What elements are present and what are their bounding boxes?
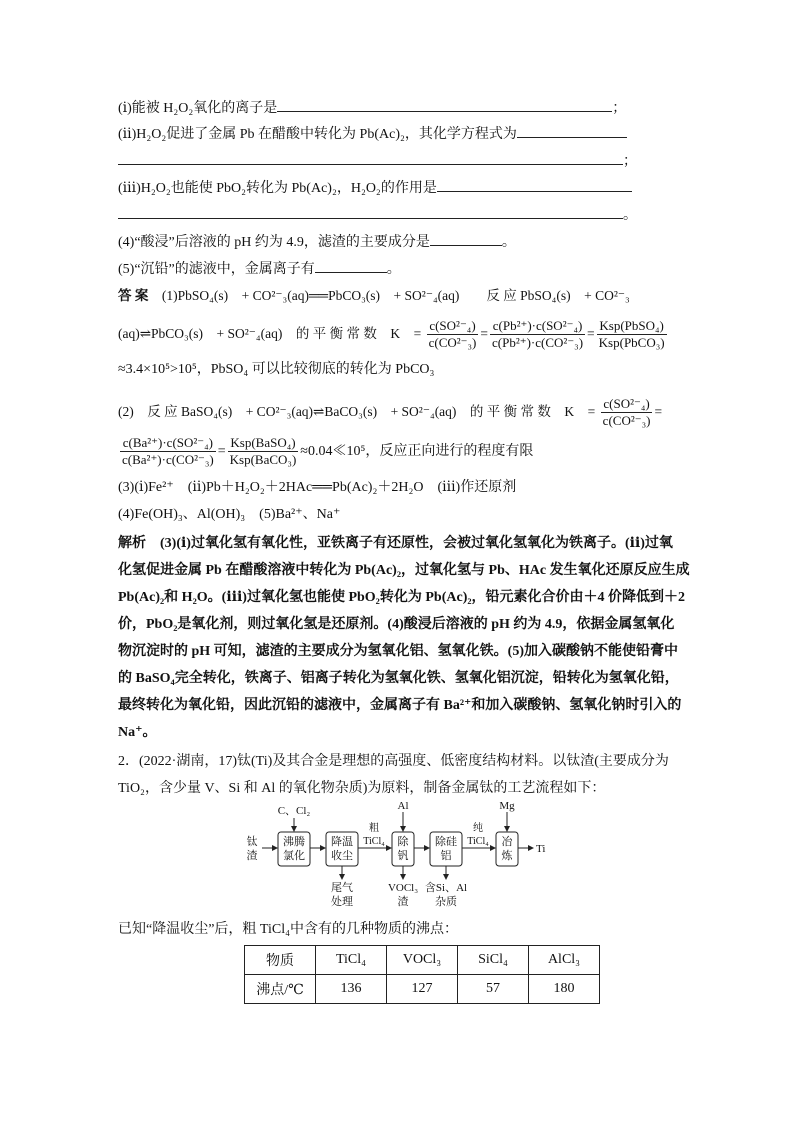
table-header-cell: 物质: [245, 946, 316, 975]
answer-line-4: (2) 反 应 BaSO₄(s) + CO²⁻₃(aq)⇌BaCO₃(s) + SO²⁻₄(aq) 的 平 衡 常 数 K = $\frac{\text{c(SO²⁻₄)}}{\text{c(CO²⁻₃)}}$ =: [118, 396, 663, 429]
answer-line-7: [118, 505, 678, 525]
q5-end: 。: [386, 262, 401, 277]
table-row: [245, 975, 600, 1004]
q3-iii-blank[interactable]: [437, 177, 632, 192]
crude-label-bot: TiCl₄: [363, 836, 385, 847]
q3-i-line: [118, 97, 678, 119]
table-header-cell: VOCl₃: [387, 946, 458, 975]
byproduct-4-top: 含Si、Al: [424, 882, 468, 894]
answer-text-7: (4)Fe(OH)₃、Al(OH)₃ (5)Ba²⁺、Na⁺: [118, 507, 341, 522]
q3-i-end: ；: [612, 101, 627, 116]
answer-line-6: [118, 478, 678, 498]
pure-label-bot: TiCl₄: [467, 836, 489, 847]
q3-iii-end: 。: [623, 208, 637, 223]
q3-i-blank[interactable]: [277, 97, 612, 112]
answer-text-1: (1)PbSO₄(s) + CO²⁻₃(aq)══PbCO₃(s) + SO²⁻₄(aq) 反 应 PbSO₄(s) + CO²⁻₃: [161, 288, 630, 303]
fraction-3: $\frac{\text{Ksp(PbSO₄)}}{\text{Ksp(PbCO₃)}}$: [598, 318, 665, 351]
answer-text-6: (3)(ⅰ)Fe²⁺ (ⅱ)Pb＋H₂O₂＋2HAc══Pb(Ac)₂＋2H₂O (ⅲ)作还原剂: [118, 480, 517, 495]
reagent-al: Al: [397, 800, 409, 812]
step3-top: 除: [397, 836, 409, 848]
input-label-top: 钛: [246, 836, 258, 848]
q3-i-label: (ⅰ)能被 H₂O₂氧化的离子是: [118, 101, 278, 116]
fraction-4: $\frac{\text{c(SO²⁻₄)}}{\text{c(CO²⁻₃)}}$: [602, 396, 651, 429]
analysis-label: 解析: [118, 536, 146, 551]
q4-end: 。: [501, 235, 516, 250]
output-ti: Ti: [536, 843, 546, 855]
reagent-c-cl2: C、Cl₂: [277, 805, 311, 817]
step1-top: 沸腾: [283, 836, 305, 848]
byproduct-3-bot: 渣: [397, 896, 409, 908]
table-cell: 127: [387, 975, 458, 1004]
answer-text-2: (aq)⇌PbCO₃(s) + SO²⁻₄(aq) 的 平 衡 常 数 K =: [118, 326, 422, 341]
analysis-text-2: 化氢促进金属 Pb 在醋酸溶液中转化为 Pb(Ac)₂，过氧化氢与 Pb、HAc 发生氧化还原反应生成: [118, 563, 690, 578]
q4-blank[interactable]: [430, 231, 502, 246]
answer-label: 答 案: [118, 288, 149, 303]
table-header-cell: AlCl₃: [529, 946, 600, 975]
analysis-text-8: Na⁺。: [118, 725, 157, 740]
table-header-cell: TiCl₄: [316, 946, 387, 975]
answer-line-2: (aq)⇌PbCO₃(s) + SO²⁻₄(aq) 的 平 衡 常 数 K = $\frac{\text{c(SO²⁻₄)}}{\text{c(CO²⁻₃)}}$ = $\frac{\text{c(Pb²⁺)·c(SO²⁻₄)}}{\text{c(Pb²⁺)·c(CO²⁻₃)}}$ = $\frac{\text{Ksp(PbSO₄)}}{\text{Ksp(PbCO₃)}}$: [118, 318, 665, 351]
analysis-text-4: 价，PbO₂是氧化剂，则过氧化氢是还原剂。(4)酸浸后溶液的 pH 约为 4.9，依据金属氢氧化: [118, 617, 675, 632]
step5-bot: 炼: [501, 850, 513, 862]
analysis-text-6: 的 BaSO₄完全转化，铁离子、铝离子转化为氢氧化铁、氢氧化铝沉淀，铅转化为氢氧化铅，: [118, 671, 679, 686]
q3-ii-blank[interactable]: [517, 123, 627, 138]
fraction-6: $\frac{\text{Ksp(BaSO₄)}}{\text{Ksp(BaCO₃)}}$: [229, 435, 297, 468]
byproduct-3-top: VOCl₃: [387, 882, 419, 894]
fraction-2: $\frac{\text{c(Pb²⁺)·c(SO²⁻₄)}}{\text{c(Pb²⁺)·c(CO²⁻₃)}}$: [492, 318, 584, 351]
q2-known-text: 已知“降温收尘”后，粗 TiCl₄中含有的几种物质的沸点：: [118, 922, 458, 937]
fraction-5: $\frac{\text{c(Ba²⁺)·c(SO²⁻₄)}}{\text{c(Ba²⁺)·c(CO²⁻₃)}}$: [122, 435, 214, 468]
byproduct-2-bot: 处理: [331, 896, 353, 908]
analysis-text-3: Pb(Ac)₂和 H₂O。(ⅲ)过氧化氢也能使 PbO₂转化为 Pb(Ac)₂，铅元素化合价由＋4 价降低到＋2: [118, 590, 686, 605]
pure-label-top: 纯: [473, 823, 483, 834]
byproduct-4-bot: 杂质: [435, 896, 457, 908]
q3-iii-line2: [118, 204, 678, 226]
q5-line: [118, 258, 678, 280]
q2-text-1: 2．(2022·湖南，17)钛(Ti)及其合金是理想的高强度、低密度结构材料。以钛渣(主要成分为: [118, 754, 669, 769]
q3-ii-line2: [118, 150, 678, 172]
answer-line-1: [118, 286, 678, 306]
q2-text-2: TiO₂，含少量 V、Si 和 Al 的氧化物杂质)为原料，制备金属钛的工艺流程如下：: [118, 781, 606, 796]
q3-ii-end: ；: [623, 154, 637, 169]
process-flow-diagram: [240, 800, 560, 910]
q3-iii-blank2[interactable]: [118, 204, 623, 219]
table-cell: 沸点/℃: [245, 975, 316, 1004]
table-header-cell: SiCl₄: [458, 946, 529, 975]
answer-text-5: ≈0.04≪10⁵，反应正向进行的程度有限: [300, 444, 534, 459]
answer-line-3: [118, 360, 678, 380]
table-cell: 136: [316, 975, 387, 1004]
step2-bot: 收尘: [331, 850, 353, 862]
answer-text-3: ≈3.4×10⁵>10⁵，PbSO₄ 可以比较彻底的转化为 PbCO₃: [118, 362, 435, 377]
step4-bot: 铝: [440, 850, 452, 862]
analysis-line-1: [118, 534, 678, 554]
table-cell: 180: [529, 975, 600, 1004]
step4-top: 除硅: [435, 836, 457, 848]
answer-text-4: (2) 反 应 BaSO₄(s) + CO²⁻₃(aq)⇌BaCO₃(s) + SO²⁻₄(aq) 的 平 衡 常 数 K =: [118, 404, 596, 419]
q5-text: (5)“沉铅”的滤液中，金属离子有: [118, 262, 315, 277]
step3-bot: 钒: [397, 850, 409, 862]
reagent-mg: Mg: [499, 800, 515, 812]
q3-ii-blank2[interactable]: [118, 150, 623, 165]
q3-iii-line: [118, 177, 678, 199]
table-header-row: [245, 946, 600, 975]
q3-ii-label: (ⅱ)H₂O₂促进了金属 Pb 在醋酸中转化为 Pb(Ac)₂，其化学方程式为: [118, 127, 517, 142]
q4-text: (4)“酸浸”后溶液的 pH 约为 4.9，滤渣的主要成分是: [118, 235, 430, 250]
step5-top: 冶: [501, 836, 513, 848]
input-label-bot: 渣: [246, 850, 258, 862]
analysis-text-1: (3)(ⅰ)过氧化氢有氧化性，亚铁离子有还原性，会被过氧化氢氧化为铁离子。(ⅱ)过氧: [146, 536, 673, 551]
q4-line: [118, 231, 678, 253]
q3-ii-line: [118, 123, 678, 145]
step1-bot: 氯化: [283, 850, 305, 862]
analysis-text-5: 物沉淀时的 pH 可知，滤渣的主要成分为氢氧化铝、氢氧化铁。(5)加入碳酸钠不能使铅膏中: [118, 644, 678, 659]
q3-iii-label: (ⅲ)H₂O₂也能使 PbO₂转化为 Pb(Ac)₂，H₂O₂的作用是: [118, 181, 437, 196]
byproduct-2-top: 尾气: [331, 882, 353, 894]
analysis-text-7: 最终转化为氧化铅，因此沉铅的滤液中，金属离子有 Ba²⁺和加入碳酸钠、氢氧化钠时引入的: [118, 698, 682, 713]
q5-blank[interactable]: [315, 258, 387, 273]
crude-label-top: 粗: [369, 823, 379, 834]
step2-top: 降温: [331, 836, 353, 848]
answer-line-5: $\frac{\text{c(Ba²⁺)·c(SO²⁻₄)}}{\text{c(Ba²⁺)·c(CO²⁻₃)}}$ = $\frac{\text{Ksp(BaSO₄)}}{\text{Ksp(BaCO₃)}}$ ≈0.04≪10⁵，反应正向进行的程度有限: [122, 435, 534, 468]
fraction-1: $\frac{\text{c(SO²⁻₄)}}{\text{c(CO²⁻₃)}}$: [428, 318, 477, 351]
boiling-point-table: [244, 945, 600, 1004]
table-cell: 57: [458, 975, 529, 1004]
